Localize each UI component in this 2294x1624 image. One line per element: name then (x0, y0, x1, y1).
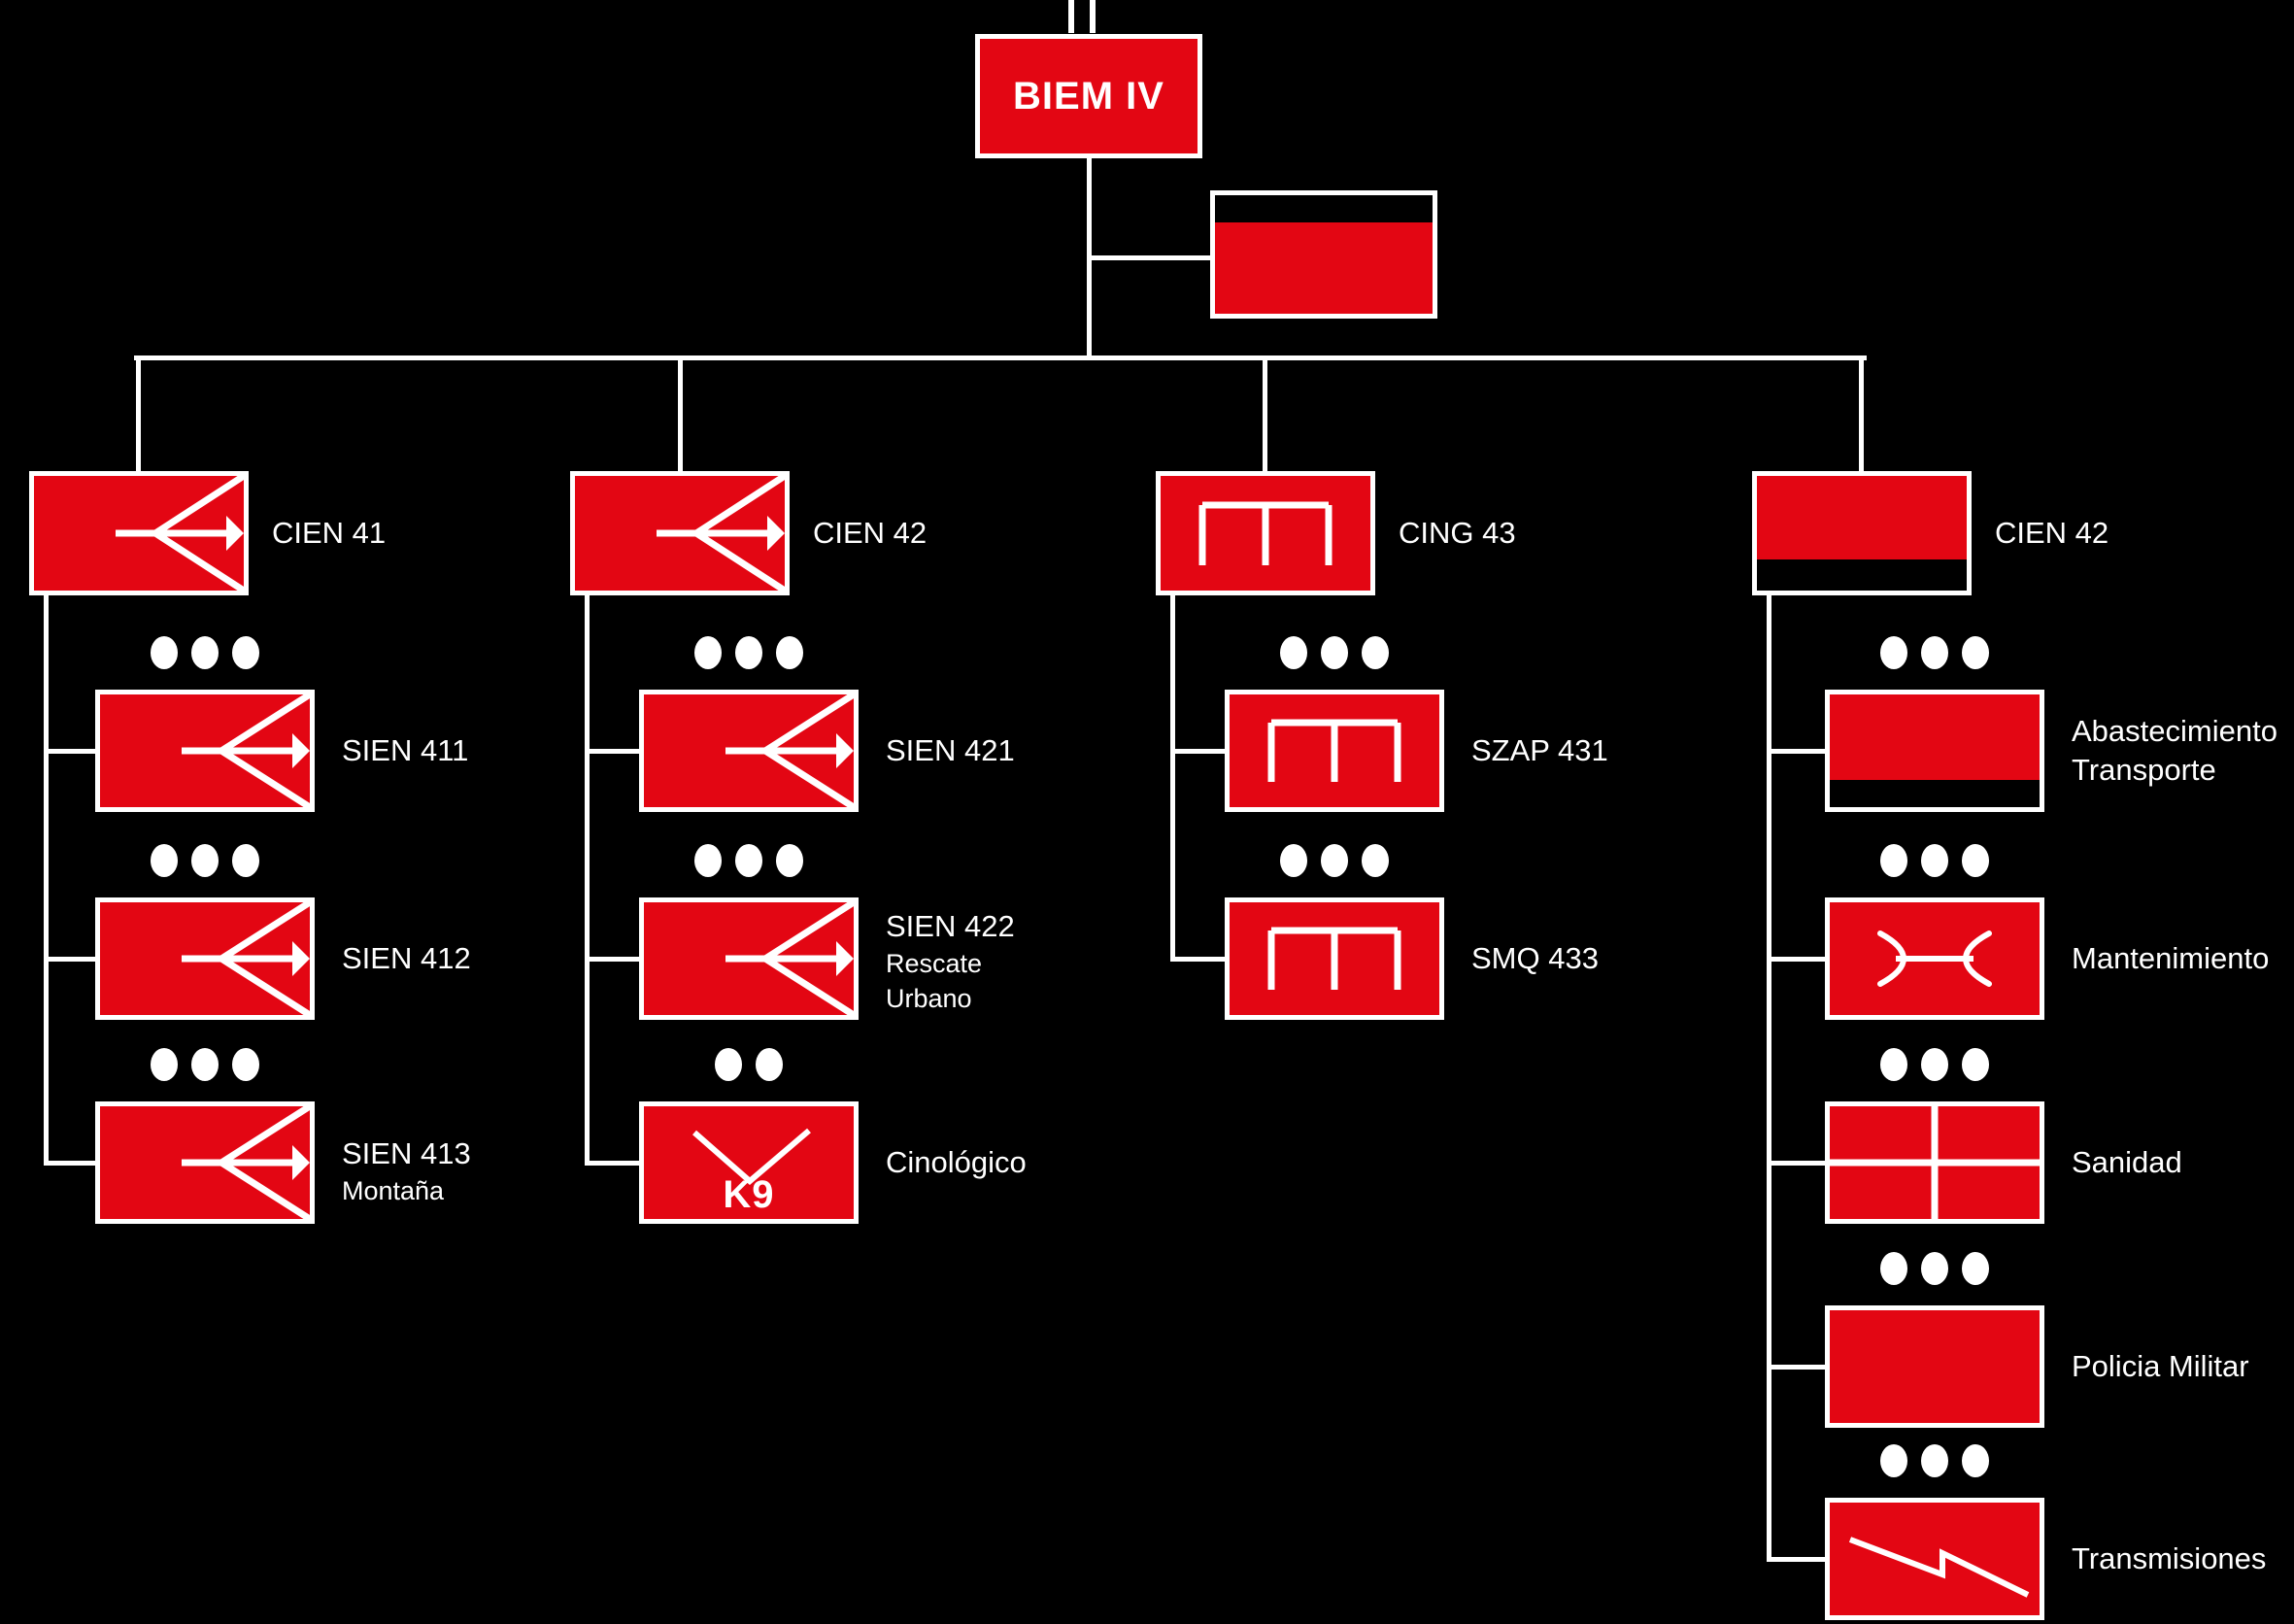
unit-label-sien-422: SIEN 422 Rescate Urbano (886, 907, 1015, 1016)
echelon-dot (1880, 1444, 1907, 1477)
section-dots (1880, 1444, 1989, 1477)
echelon-dot (191, 844, 219, 877)
connector-stub (585, 957, 639, 962)
emergency-intervention-arrow-icon (100, 1106, 310, 1219)
connector-trunk-col4 (1767, 593, 1771, 1562)
echelon-dot (1880, 844, 1907, 877)
unit-label-sanidad: Sanidad (2072, 1145, 2182, 1179)
section-dots (1280, 844, 1389, 877)
unit-sublabel: Rescate (886, 949, 983, 978)
unit-box-abastecimiento (1825, 690, 2044, 812)
section-dots (151, 844, 259, 877)
unit-box-sien-413 (95, 1101, 315, 1224)
unit-label-mantenimiento: Mantenimiento (2072, 941, 2270, 975)
engineer-bridge-icon (1161, 476, 1370, 591)
engineer-bridge-icon (1230, 694, 1439, 807)
battalion-echelon-tick (1090, 0, 1096, 33)
unit-box-cien-41 (29, 471, 249, 595)
unit-label-sien-411: SIEN 411 (342, 733, 469, 767)
logistics-black-band (1757, 559, 1967, 591)
echelon-dot (1962, 636, 1989, 669)
echelon-dot (191, 1048, 219, 1081)
unit-label-sien-412: SIEN 412 (342, 941, 471, 975)
echelon-dot (1921, 636, 1948, 669)
unit-box-szap-431 (1225, 690, 1444, 812)
unit-box-cien-42 (570, 471, 790, 595)
emergency-intervention-arrow-icon (100, 902, 310, 1015)
echelon-dot (1362, 844, 1389, 877)
unit-sublabel: Montaña (342, 1176, 445, 1205)
connector-stub (44, 1161, 95, 1166)
unit-box-mantenimiento (1825, 897, 2044, 1020)
unit-box-smq-433 (1225, 897, 1444, 1020)
section-dots (1880, 636, 1989, 669)
echelon-dot (1921, 844, 1948, 877)
echelon-dot (1280, 844, 1307, 877)
echelon-dot (1880, 636, 1907, 669)
connector-trunk-col2 (585, 593, 590, 1166)
echelon-dot (1921, 1444, 1948, 1477)
unit-sublabel: Urbano (886, 984, 972, 1013)
echelon-dot (1962, 1048, 1989, 1081)
unit-label-sien-421: SIEN 421 (886, 733, 1015, 767)
echelon-dot (776, 844, 803, 877)
echelon-dot (1962, 1252, 1989, 1285)
unit-box-biem-iv (975, 34, 1202, 158)
emergency-intervention-arrow-icon (575, 476, 785, 591)
emergency-intervention-arrow-icon (644, 694, 854, 807)
echelon-dot (1362, 636, 1389, 669)
echelon-dot (1280, 636, 1307, 669)
emergency-intervention-arrow-icon (644, 902, 854, 1015)
connector-drop (1859, 355, 1864, 473)
medical-cross-icon (1830, 1106, 2040, 1219)
unit-label-abastecimiento: Abastecimiento Transporte (2072, 712, 2277, 790)
hq-black-band (1215, 195, 1433, 222)
connector-stub (585, 1161, 639, 1166)
unit-label-policia-militar: Policia Militar (2072, 1349, 2249, 1383)
unit-box-cien-42-log (1752, 471, 1972, 595)
echelon-dot (735, 636, 762, 669)
emergency-intervention-arrow-icon (100, 694, 310, 807)
unit-label-cien-42-log: CIEN 42 (1995, 516, 2109, 550)
echelon-dot (151, 844, 178, 877)
connector-stub (1170, 749, 1225, 754)
unit-box-sien-422 (639, 897, 859, 1020)
connector-drop (678, 355, 683, 473)
connector-drop (136, 355, 141, 473)
root-unit-label: BIEM IV (1013, 74, 1164, 118)
section-dots (1280, 636, 1389, 669)
unit-label-smq-433: SMQ 433 (1471, 941, 1599, 975)
section-dots (1880, 1252, 1989, 1285)
unit-box-sanidad (1825, 1101, 2044, 1224)
echelon-dot (232, 1048, 259, 1081)
logistics-black-band (1830, 780, 2040, 807)
echelon-dot (232, 844, 259, 877)
unit-label-cien-42: CIEN 42 (813, 516, 928, 550)
unit-box-sien-412 (95, 897, 315, 1020)
unit-box-transmisiones (1825, 1498, 2044, 1620)
echelon-dot (756, 1048, 783, 1081)
section-dots (715, 1048, 783, 1081)
connector-drop (1263, 355, 1267, 473)
echelon-dot (694, 636, 722, 669)
section-dots (694, 636, 803, 669)
connector-trunk-col3 (1170, 593, 1175, 962)
echelon-dot (151, 1048, 178, 1081)
echelon-dot (151, 636, 178, 669)
echelon-dot (735, 844, 762, 877)
echelon-dot (694, 844, 722, 877)
unit-label-transmisiones: Transmisiones (2072, 1541, 2267, 1575)
signal-flash-icon (1830, 1503, 2040, 1615)
unit-box-cinologico-k9 (639, 1101, 859, 1224)
unit-label-cien-41: CIEN 41 (272, 516, 387, 550)
k9-label: K9 (723, 1173, 775, 1216)
section-dots (151, 1048, 259, 1081)
section-dots (694, 844, 803, 877)
section-dots (151, 636, 259, 669)
echelon-dot (1880, 1048, 1907, 1081)
echelon-dot (1962, 844, 1989, 877)
connector-stub (585, 749, 639, 754)
battalion-echelon-tick (1068, 0, 1074, 33)
connector-stub (1767, 749, 1825, 754)
unit-label-sien-413: SIEN 413 Montaña (342, 1134, 471, 1208)
unit-box-cing-43 (1156, 471, 1375, 595)
echelon-dot (1880, 1252, 1907, 1285)
connector-hq-stub (1087, 255, 1210, 260)
maintenance-wrench-icon (1830, 902, 2040, 1015)
section-dots (1880, 1048, 1989, 1081)
unit-box-sien-421 (639, 690, 859, 812)
echelon-dot (1321, 636, 1348, 669)
echelon-dot (232, 636, 259, 669)
echelon-dot (776, 636, 803, 669)
section-dots (1880, 844, 1989, 877)
connector-stub (1767, 1365, 1825, 1370)
unit-label-cinologico: Cinológico (886, 1145, 1027, 1179)
unit-box-sien-411 (95, 690, 315, 812)
echelon-dot (1321, 844, 1348, 877)
connector-stub (44, 749, 95, 754)
echelon-dot (191, 636, 219, 669)
connector-stub (1767, 957, 1825, 962)
echelon-dot (1962, 1444, 1989, 1477)
engineer-bridge-icon (1230, 902, 1439, 1015)
connector-stub (44, 957, 95, 962)
connector-stub (1170, 957, 1225, 962)
connector-trunk-col1 (44, 593, 49, 1166)
echelon-dot (1921, 1048, 1948, 1081)
unit-box-headquarters (1210, 190, 1437, 319)
echelon-dot (1921, 1252, 1948, 1285)
connector-distribution (134, 355, 1867, 360)
unit-label-cing-43: CING 43 (1399, 516, 1516, 550)
unit-sublabel: Transporte (2072, 753, 2216, 787)
emergency-intervention-arrow-icon (34, 476, 244, 591)
connector-stub (1767, 1161, 1825, 1166)
unit-box-policia-militar (1825, 1305, 2044, 1428)
connector-stub (1767, 1557, 1825, 1562)
unit-label-szap-431: SZAP 431 (1471, 733, 1608, 767)
echelon-dot (715, 1048, 742, 1081)
